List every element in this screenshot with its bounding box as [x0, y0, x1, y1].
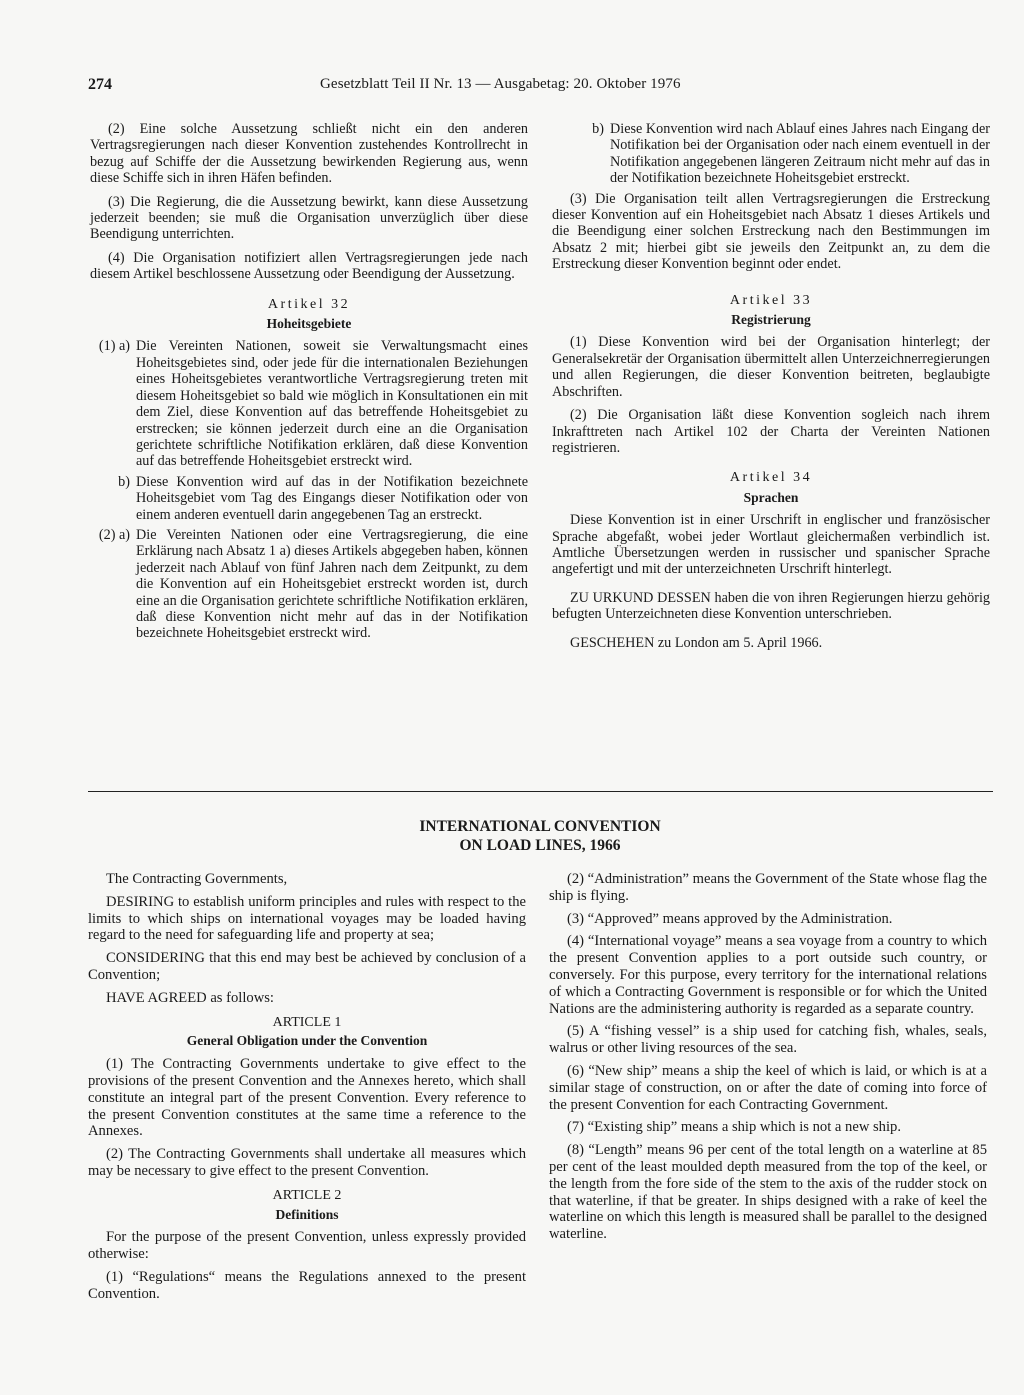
- paragraph: (1) The Contracting Governments undertake to give effect to the provisions of the present Convention and the Annexes hereto, which shall constitute an integral part of the present Convention. Every reference to the present Convention constitutes at the same time a reference to the Annexes.: [88, 1056, 526, 1140]
- page-number: 274: [88, 76, 112, 93]
- article-title: Sprachen: [743, 489, 799, 505]
- paragraph: HAVE AGREED as follows:: [106, 989, 274, 1006]
- paragraph: (8) “Length” means 96 per cent of the total length on a waterline at 85 per cent of the least moulded depth measured from the top of the keel, or the length from the fore side of the stem to the axis of the rudder stock on that waterline, if that be greater. In ships designed with a rake of keel the waterline on which this length is measured shall be parallel to the designed waterline.: [549, 1142, 987, 1243]
- german-left-column: [90, 121, 528, 646]
- list-item: [90, 527, 528, 642]
- english-left-column: [88, 871, 526, 1309]
- article-title: General Obligation under the Convention: [186, 1033, 428, 1049]
- paragraph: Diese Konvention ist in einer Urschrift in englischer und französischer Sprache abgefaßt, wobei jeder Wortlaut gleichermaßen verbindlich ist. Amtliche Übersetzungen werden in russischer und spanischer Sprache angefertigt und mit der unterzeichneten Urschrift hinterlegt.: [552, 512, 990, 578]
- page-header: [88, 76, 993, 98]
- title-line: INTERNATIONAL CONVENTION: [419, 818, 661, 835]
- paragraph: (1) Diese Konvention wird bei der Organisation hinterlegt; der Generalsekretär der Organisation übermittelt allen Unterzeichnerregierungen und allen Regierungen, die dieser Konvention beitreten, beglaubigte Abschriften.: [552, 334, 990, 400]
- item-label: b): [118, 473, 130, 490]
- paragraph: ZU URKUND DESSEN haben die von ihren Regierungen hierzu gehörig befugten Unterzeichneten diese Konvention unterschrieben.: [552, 589, 990, 623]
- article-title: Registrierung: [731, 312, 811, 328]
- article-heading: ARTICLE 2: [272, 1187, 342, 1203]
- paragraph: (3) Die Organisation teilt allen Vertragsregierungen die Erstreckung dieser Konvention auf ein Hoheitsgebiet nach Absatz 1 dieses Artikels und die Beendigung einer solchen Erstreckung nach den Bestimmungen im Absatz 2 mit; hierbei gibt sie jeweils den Zeitpunkt an, zu dem die Erstreckung dieser Konvention beginnt oder endet.: [552, 190, 990, 273]
- list-item: [552, 121, 990, 187]
- article-title: Hoheitsgebiete: [266, 316, 352, 332]
- item-text: Die Vereinten Nationen oder eine Vertragsregierung, die eine Erklärung nach Absatz 1 a) dieses Artikels abgegeben haben, können jederzeit nach Ablauf von fünf Jahren nach dem Zeitpunkt, zu dem die Konvention auf ein Hoheitsgebiet erstreckt worden ist, durch eine an die Organisation gerichtete schriftliche Notifikation erklären, daß diese Konvention nicht mehr auf das in der Notifikation bezeichnete Hoheitsgebiet erstreckt wird.: [136, 526, 528, 642]
- english-right-column: [549, 871, 987, 1249]
- title-line: ON LOAD LINES, 1966: [459, 837, 621, 854]
- paragraph: For the purpose of the present Convention, unless expressly provided otherwise:: [88, 1229, 526, 1263]
- list-item: [90, 338, 528, 469]
- paragraph: (4) Die Organisation notifiziert allen Vertragsregierungen jede nach diesem Artikel beschlossene Aussetzung oder Beendigung der Aussetzung.: [90, 249, 528, 283]
- article-title: Definitions: [275, 1206, 339, 1222]
- convention-title: [0, 817, 1024, 855]
- paragraph: (3) “Approved” means approved by the Administration.: [567, 910, 893, 927]
- paragraph: (6) “New ship” means a ship the keel of which is laid, or which is at a similar stage of construction, on or after the date of coming into force of the present Convention for each Contracting Government.: [549, 1062, 987, 1113]
- paragraph: (1) “Regulations“ means the Regulations annexed to the present Convention.: [88, 1268, 526, 1302]
- paragraph: (2) “Administration” means the Government of the State whose flag the ship is flying.: [549, 871, 987, 904]
- article-heading: Artikel 32: [267, 296, 351, 312]
- list-item: [90, 474, 528, 523]
- paragraph: (2) Eine solche Aussetzung schließt nicht ein den anderen Vertragsregierungen nach dieser Konvention zustehendes Kontrollrecht in bezug auf Schiffe der die Aussetzung bewirkenden Regierung aus, wenn diese Schiffe sich in ihren Häfen befinden.: [90, 121, 528, 187]
- paragraph: GESCHEHEN zu London am 5. April 1966.: [570, 634, 823, 651]
- item-label: (2) a): [98, 526, 130, 543]
- article-heading: ARTICLE 1: [272, 1014, 342, 1030]
- paragraph: (4) “International voyage” means a sea voyage from a country to which the present Convention applies to a port outside such country, or conversely. For this purpose, every territory for the international relations of which a Contracting Government is responsible or for which the United Nations are the administering authority is regarded as a separate country.: [549, 933, 987, 1017]
- item-label: b): [592, 121, 604, 137]
- article-heading: Artikel 34: [729, 470, 813, 486]
- item-text: Die Vereinten Nationen, soweit sie Verwaltungsmacht eines Hoheitsgebietes sind, oder jede für die internationalen Beziehungen eines Hoheitsgebietes verantwortliche Vertragsregierung treten mit diesem Hoheitsgebiet so bald wie möglich in Konsultationen ein mit dem Ziel, diese Konvention auf das betreffende Hoheitsgebiet zu erstrecken; sie können jederzeit durch eine an die Organisation gerichtete schriftliche Notifikation erklären, daß diese Konvention auf das betreffende Hoheitsgebiet erstreckt wird.: [136, 338, 528, 470]
- paragraph: DESIRING to establish uniform principles and rules with respect to the limits to which ships on international voyages may be loaded having regard to the need for safeguarding life and property at sea;: [88, 893, 526, 944]
- paragraph: (7) “Existing ship” means a ship which is not a new ship.: [567, 1119, 901, 1136]
- item-text: Diese Konvention wird nach Ablauf eines Jahres nach Eingang der Notifikation bei der Organisation oder nach einem eventuell in der Notifikation angegebenen längeren Zeitraum nicht mehr auf das in der Notifikation bezeichnete Hoheitsgebiet erstreckt.: [610, 121, 990, 187]
- paragraph: (2) The Contracting Governments shall undertake all measures which may be necessary to give effect to the present Convention.: [88, 1146, 526, 1179]
- paragraph: CONSIDERING that this end may best be achieved by conclusion of a Convention;: [88, 950, 526, 983]
- paragraph: (5) A “fishing vessel” is a ship used for catching fish, whales, seals, walrus or other living resources of the sea.: [549, 1023, 987, 1057]
- item-label: (1) a): [98, 338, 130, 355]
- paragraph: (3) Die Regierung, die die Aussetzung bewirkt, kann diese Aussetzung jederzeit beenden; sie muß die Organisation unverzüglich über diese Beendigung unterrichten.: [90, 193, 528, 243]
- paragraph: The Contracting Governments,: [106, 871, 288, 887]
- section-divider: [88, 791, 993, 792]
- german-right-column: [552, 121, 990, 658]
- item-text: Diese Konvention wird auf das in der Notifikation bezeichnete Hoheitsgebiet vom Tag des Eingangs dieser Notifikation oder von einem anderen eventuell darin angegebenen Tag an erstreckt.: [136, 473, 528, 523]
- running-title: Gesetzblatt Teil II Nr. 13 — Ausgabetag: 20. Oktober 1976: [320, 76, 681, 92]
- article-heading: Artikel 33: [729, 292, 813, 308]
- paragraph: (2) Die Organisation läßt diese Konvention sogleich nach ihrem Inkrafttreten nach Artikel 102 der Charta der Vereinten Nationen registrieren.: [552, 407, 990, 456]
